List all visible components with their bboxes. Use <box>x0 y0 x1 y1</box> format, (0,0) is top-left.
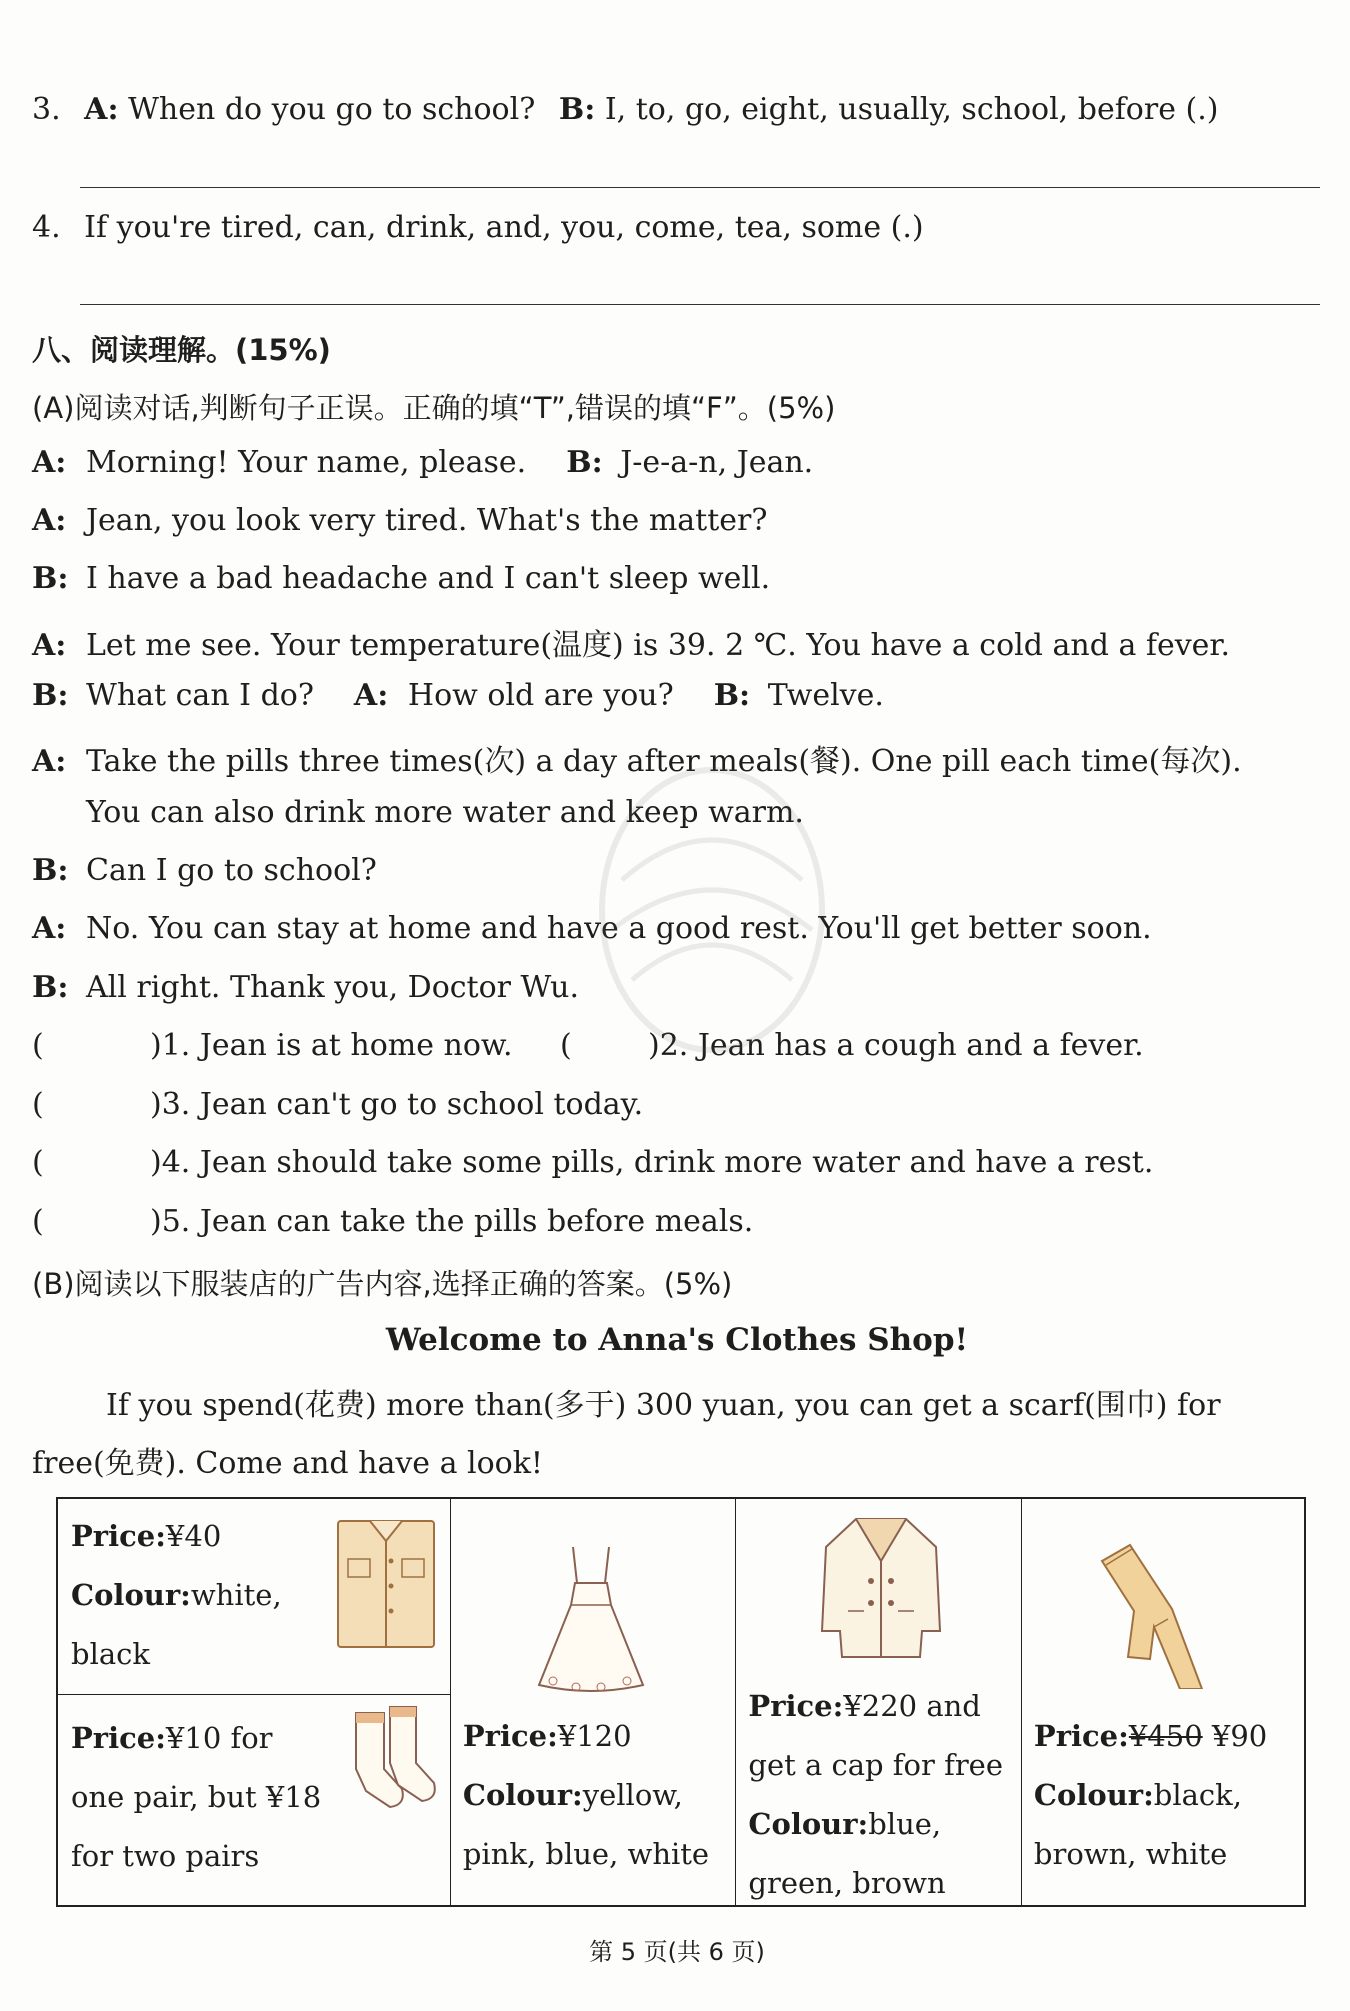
shop-title: Welcome to Anna's Clothes Shop! <box>385 1322 969 1358</box>
dialogue-line <box>32 620 1230 664</box>
dialogue-line <box>32 445 813 480</box>
trousers-cell: Price:¥450 ¥90 Colour:black, brown, white <box>1021 1498 1305 1906</box>
dialogue-text: Can I go to school? <box>86 853 377 888</box>
dialogue-line <box>32 561 770 596</box>
shirt-cell: Price:¥40 Colour:white, black <box>57 1498 450 1694</box>
dialogue-text: What can I do? <box>86 678 314 713</box>
word-list: If you're tired, can, drink, and, you, come, tea, some (.) <box>84 210 924 245</box>
speaker-label: A: <box>32 445 67 480</box>
dialogue-text: No. You can stay at home and have a good rest. You'll get better soon. <box>86 911 1152 946</box>
answer-blank[interactable]: ( <box>32 1145 44 1180</box>
speaker-label: A: <box>32 503 67 538</box>
answer-line-4[interactable] <box>80 304 1320 305</box>
dialogue-text: Twelve. <box>767 678 884 713</box>
question-text: When do you go to school? <box>128 92 536 127</box>
coat-icon <box>816 1511 946 1661</box>
speaker-label: B: <box>558 92 596 127</box>
section-title: 八、阅读理解。(15%) <box>32 333 331 367</box>
tf-statement-5: ( )5. Jean can take the pills before meals. <box>32 1204 754 1239</box>
dialogue-line <box>32 678 884 713</box>
dialogue-text: Jean, you look very tired. What's the matter? <box>86 503 768 538</box>
answer-blank[interactable]: ( <box>560 1028 572 1063</box>
speaker-label: A: <box>32 911 67 946</box>
word-list: I, to, go, eight, usually, school, before (.) <box>604 92 1219 127</box>
trousers-icon <box>1092 1539 1242 1689</box>
shop-table <box>56 1497 1306 1907</box>
answer-blank[interactable]: ( <box>32 1028 44 1063</box>
dialogue-text: J-e-a-n, Jean. <box>620 445 814 480</box>
part-b-instruction: (B)阅读以下服装店的广告内容,选择正确的答案。(5%) <box>32 1267 733 1301</box>
coat-cell: Price:¥220 and get a cap for free Colour:blue, green, brown <box>736 1498 1022 1906</box>
dress-icon <box>531 1539 651 1699</box>
dress-cell: Price:¥120 Colour:yellow, pink, blue, white <box>450 1498 736 1906</box>
speaker-label: A: <box>32 628 67 663</box>
speaker-label: A: <box>32 744 67 779</box>
speaker-label: B: <box>32 678 69 713</box>
shop-intro-line-1: If you spend(花费) more than(多于) 300 yuan, you can get a scarf(围巾) for <box>106 1388 1221 1423</box>
sale-price: ¥90 <box>1211 1719 1268 1753</box>
speaker-label: B: <box>566 445 603 480</box>
speaker-label: B: <box>32 970 69 1005</box>
speaker-label: A: <box>353 678 389 713</box>
answer-blank[interactable]: ( <box>32 1204 44 1239</box>
question-3 <box>32 92 1218 127</box>
dialogue-line <box>32 503 767 538</box>
question-number: 3. <box>32 92 61 127</box>
question-4 <box>32 210 924 245</box>
page-footer: 第 5 页(共 6 页) <box>589 1938 765 1966</box>
tf-statement-4: ( )4. Jean should take some pills, drink more water and have a rest. <box>32 1145 1154 1180</box>
answer-line-3[interactable] <box>80 187 1320 188</box>
dialogue-text: Morning! Your name, please. <box>86 445 527 480</box>
dialogue-line <box>32 970 579 1005</box>
answer-blank[interactable]: ( <box>32 1087 44 1122</box>
watermark-icon <box>562 760 862 1060</box>
speaker-label: B: <box>713 678 751 713</box>
dialogue-text: I have a bad headache and I can't sleep well. <box>86 561 771 596</box>
tf-statement-3: ( )3. Jean can't go to school today. <box>32 1087 644 1122</box>
speaker-label: B: <box>32 561 69 596</box>
question-number: 4. <box>32 210 61 245</box>
dialogue-text: You can also drink more water and keep warm. <box>86 795 804 830</box>
part-a-instruction: (A)阅读对话,判断句子正误。正确的填“T”,错误的填“F”。(5%) <box>32 391 836 425</box>
dialogue-text: How old are you? <box>407 678 674 713</box>
socks-cell: Price:¥10 for one pair, but ¥18 for two pairs <box>57 1694 450 1906</box>
socks-icon <box>344 1703 444 1813</box>
tf-statement-2: ( )2. Jean has a cough and a fever. <box>560 1028 1144 1063</box>
dialogue-text: Take the pills three times(次) a day after meals(餐). One pill each time(每次). <box>86 744 1242 779</box>
dialogue-text: All right. Thank you, Doctor Wu. <box>86 970 580 1005</box>
speaker-label: B: <box>32 853 69 888</box>
old-price: ¥450 <box>1128 1719 1203 1753</box>
shirt-icon <box>334 1511 438 1651</box>
dialogue-text: Let me see. Your temperature(温度) is 39. 2 ℃. You have a cold and a fever. <box>86 628 1231 663</box>
shop-intro-line-2: free(免费). Come and have a look! <box>32 1446 543 1481</box>
dialogue-line <box>32 853 377 888</box>
speaker-label: A: <box>84 92 119 127</box>
tf-statement-1: ( )1. Jean is at home now. <box>32 1028 513 1063</box>
